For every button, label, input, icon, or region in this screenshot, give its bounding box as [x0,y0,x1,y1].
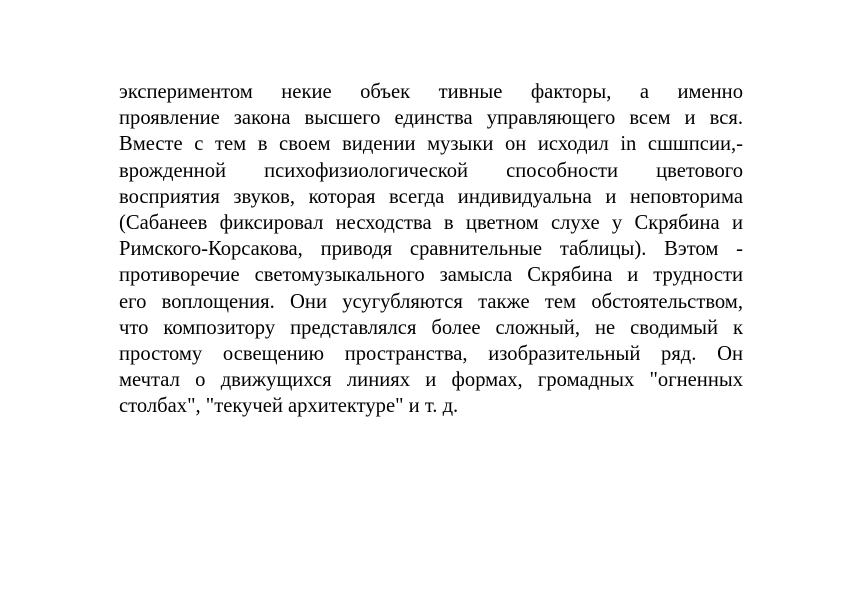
text-line-6: (Сабанеев фиксировал несходства в цветном слухе у Скрябина и [119,211,743,234]
text-line-2: проявление закона высшего единства управляющего всем и вся. [119,107,743,130]
text-line-13: столбах", "текучей архитектуре" и т. д. [119,395,459,418]
text-line-9: его воплощения. Они усугубляются также тем обстоятельством, [119,290,743,313]
text-line-5: восприятия звуков, которая всегда индивидуальна и неповторима [119,185,743,208]
text-line-11: простому освещению пространства, изобразительный ряд. Он [119,342,743,365]
text-line-10: что композитору представлялся более сложный, не сводимый к [119,316,743,339]
text-line-1: экспериментом некие объек тивные факторы, а именно [119,81,743,103]
text-line-12: мечтал о движущихся линиях и формах, громадных "огненных [119,369,743,392]
body-text [119,79,743,419]
text-line-4: врожденной психофизиологической способности цветового [119,159,743,182]
text-line-8: противоречие светомузыкального замысла Скрябина и трудности [119,264,743,287]
text-line-3: Вместе с тем в своем видении музыки он исходил in сшшпсии,- [119,133,743,156]
text-line-7: Римского-Корсакова, приводя сравнительные таблицы). Вэтом - [119,238,743,261]
